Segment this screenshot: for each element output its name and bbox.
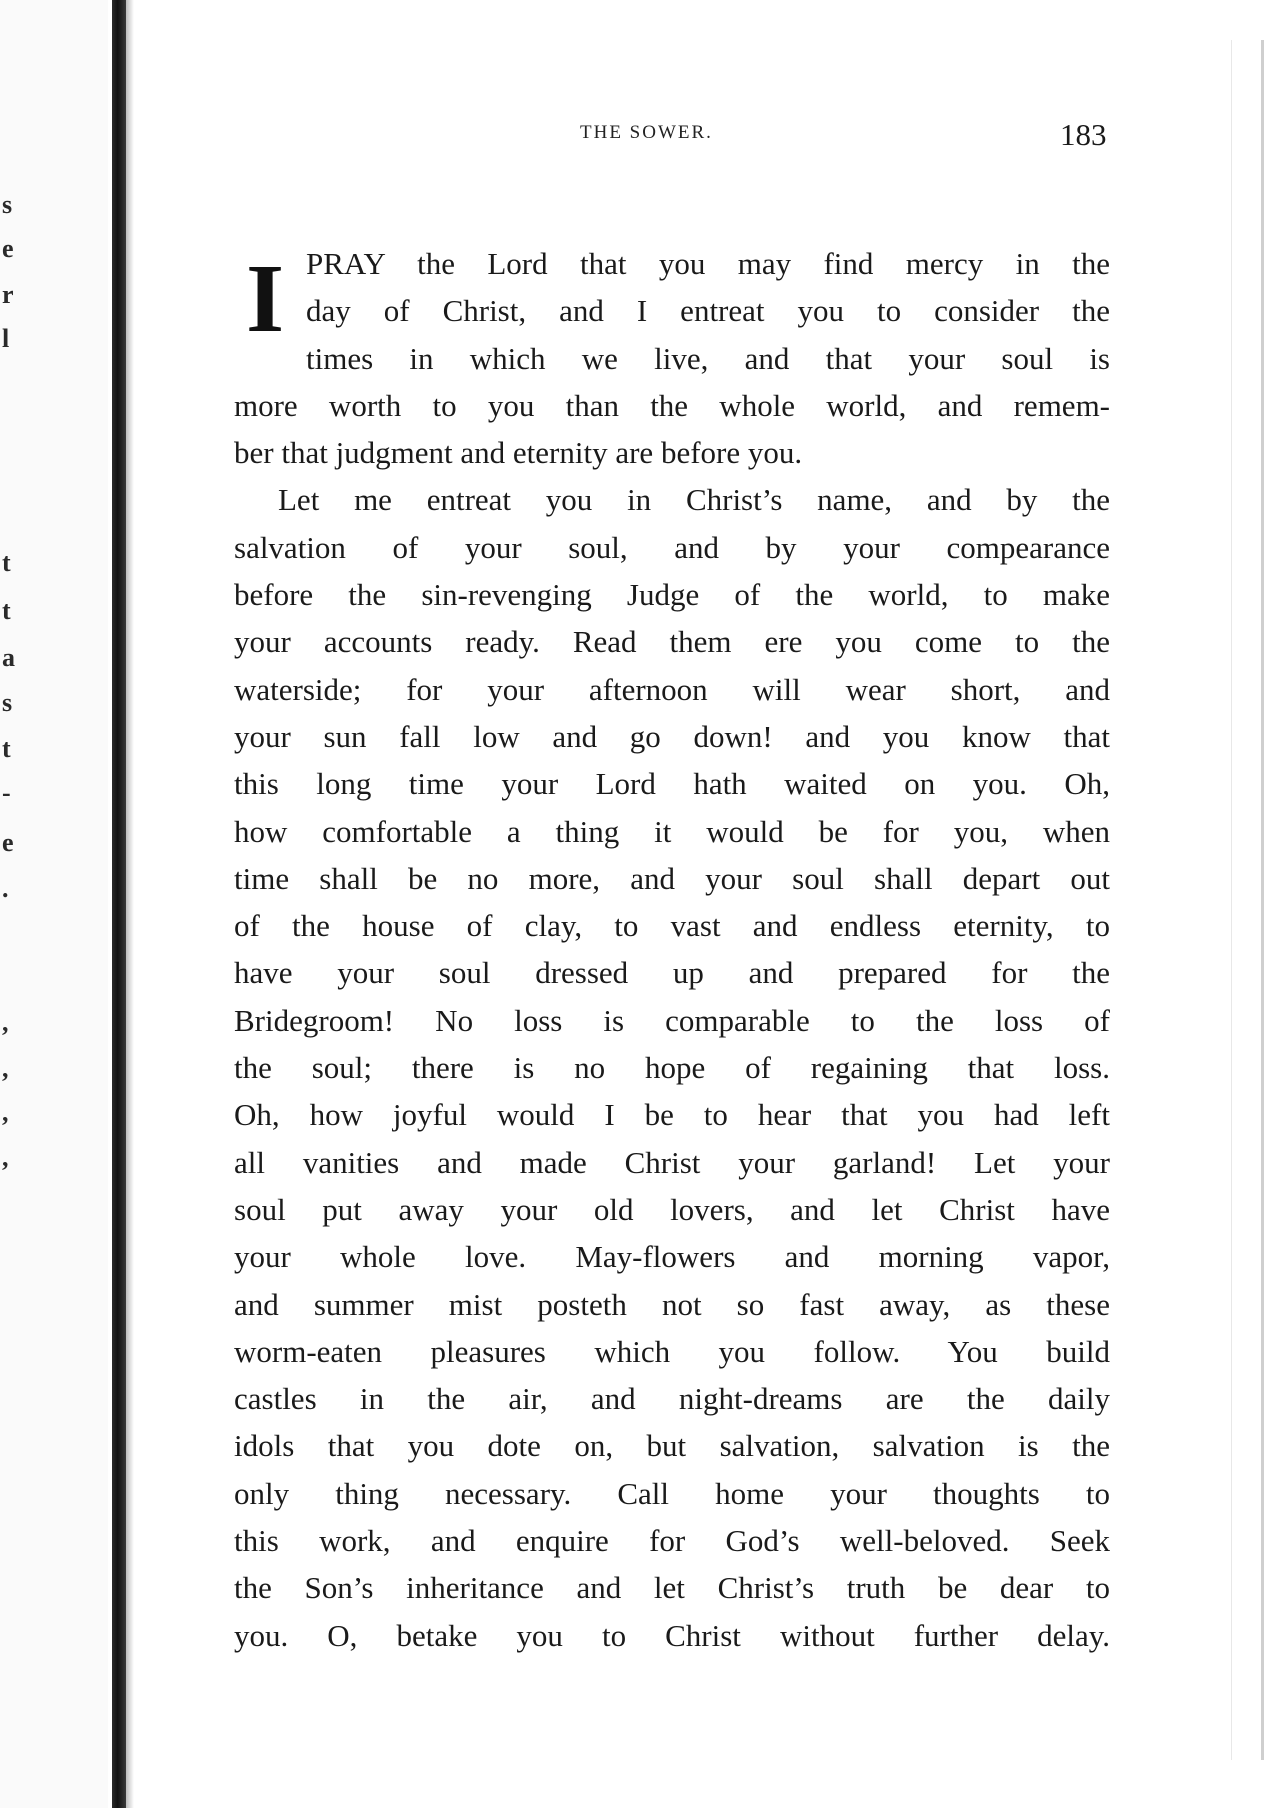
text-line: before the sin-revenging Judge of the world, to make (234, 577, 1110, 613)
text-line: soul put away your old lovers, and let Christ have (234, 1191, 1110, 1227)
text-line: salvation of your soul, and by your compearance (234, 529, 1110, 565)
text-line: this work, and enquire for God’s well-beloved. Seek (234, 1523, 1110, 1559)
page-edge (1261, 40, 1264, 1760)
text-line: of the house of clay, to vast and endless eternity, to (234, 908, 1110, 944)
text-line: all vanities and made Christ your garland! Let your (234, 1144, 1110, 1180)
page-number: 183 (1060, 117, 1107, 152)
text-line: castles in the air, and night-dreams are the daily (234, 1381, 1110, 1417)
text-line: Bridegroom! No loss is comparable to the loss of (234, 1002, 1110, 1038)
prev-page-char: a (2, 643, 15, 672)
prev-page-char: , (2, 1143, 9, 1172)
prev-page-char: , (2, 1098, 9, 1127)
text-line: your accounts ready. Read them ere you come to the (234, 624, 1110, 660)
text-line: the soul; there is no hope of regaining that loss. (234, 1050, 1110, 1086)
prev-page-char: r (2, 280, 14, 309)
text-line: your whole love. May-flowers and morning vapor, (234, 1239, 1110, 1275)
running-head: THE SOWER. (580, 122, 713, 143)
prev-page-char: t (2, 596, 11, 625)
paragraph-2 (234, 476, 1110, 1658)
prev-page-char: e (2, 234, 14, 263)
text-line: ber that judgment and eternity are before you. (234, 435, 803, 471)
prev-page-char: , (2, 1008, 9, 1037)
page-edge-inner (1231, 40, 1232, 1760)
body-text (234, 240, 1110, 1659)
text-line: PRAY the Lord that you may find mercy in the (306, 246, 1110, 281)
text-line: more worth to you than the whole world, and remem- (234, 387, 1110, 423)
text-line: and summer mist posteth not so fast away, as these (234, 1286, 1110, 1322)
gutter-shadow (126, 0, 134, 1808)
prev-page-char: - (2, 778, 11, 807)
text-line: worm-eaten pleasures which you follow. You build (234, 1333, 1110, 1369)
text-line: day of Christ, and I entreat you to consider the (306, 293, 1110, 329)
prev-page-char: e (2, 828, 14, 857)
paragraph-1 (234, 240, 1110, 476)
prev-page-char: , (2, 1054, 9, 1083)
text-line: the Son’s inheritance and let Christ’s truth be dear to (234, 1570, 1110, 1606)
prev-page-char: l (2, 324, 10, 353)
prev-page-char: . (2, 874, 9, 903)
text-line: times in which we live, and that your soul is (306, 340, 1110, 376)
text-line: you. O, betake you to Christ without further delay. (234, 1617, 1110, 1653)
prev-page-char: t (2, 548, 11, 577)
book-binding (112, 0, 126, 1808)
text-line: time shall be no more, and your soul shall depart out (234, 860, 1110, 896)
text-line: only thing necessary. Call home your thoughts to (234, 1475, 1110, 1511)
text-line: how comfortable a thing it would be for you, when (234, 813, 1110, 849)
text-line: idols that you dote on, but salvation, salvation is the (234, 1428, 1110, 1464)
prev-page-char: s (2, 688, 13, 717)
text-line: have your soul dressed up and prepared for the (234, 955, 1110, 991)
text-line: Oh, how joyful would I be to hear that you had left (234, 1097, 1110, 1133)
drop-cap: I (246, 245, 285, 353)
prev-page-char: t (2, 734, 11, 763)
text-line: waterside; for your afternoon will wear short, and (234, 671, 1110, 707)
text-line: your sun fall low and go down! and you know that (234, 718, 1110, 754)
text-line: this long time your Lord hath waited on you. Oh, (234, 766, 1110, 802)
prev-page-char: s (2, 190, 13, 219)
previous-page-edge (0, 0, 108, 1808)
text-line: Let me entreat you in Christ’s name, and by the (278, 482, 1110, 518)
